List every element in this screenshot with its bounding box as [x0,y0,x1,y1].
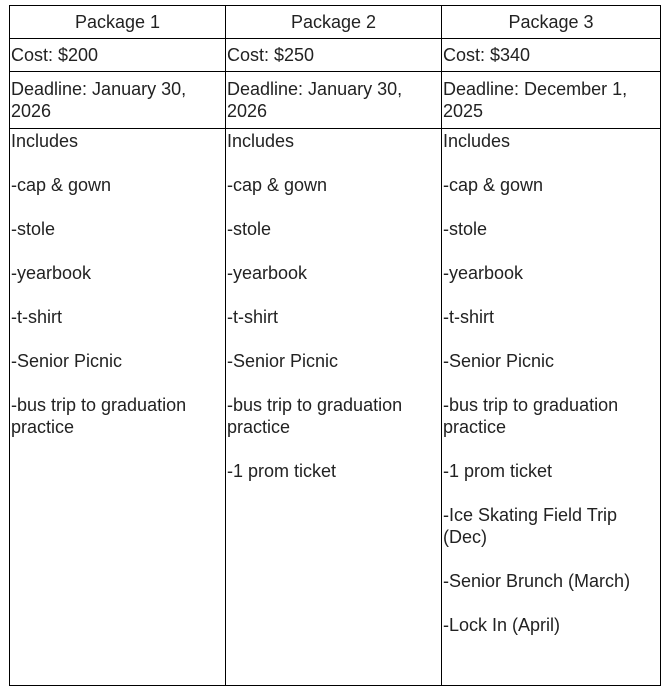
list-item: -cap & gown [227,175,328,195]
package-3-header: Package 3 [442,6,661,39]
list-item: -Senior Picnic [443,351,555,371]
list-item: -t-shirt [443,307,494,327]
package-3-deadline: Deadline: December 1, 2025 [442,72,661,129]
header-row [10,6,661,39]
packages-table [9,5,661,686]
list-item: -cap & gown [11,175,112,195]
package-1-includes [10,129,226,686]
list-item: -1 prom ticket [443,461,553,481]
list-item: -yearbook [227,263,308,283]
list-item: -yearbook [443,263,524,283]
list-item: -Senior Picnic [11,351,123,371]
list-item: -1 prom ticket [227,461,337,481]
package-2-header: Package 2 [226,6,442,39]
package-2-deadline: Deadline: January 30, 2026 [226,72,442,129]
package-2-cost: Cost: $250 [226,39,442,72]
includes-heading: Includes [443,131,511,151]
list-item: -yearbook [11,263,92,283]
deadline-row [10,72,661,129]
package-3-includes [442,129,661,686]
cost-row [10,39,661,72]
list-item: -Senior Brunch (March) [443,571,631,591]
package-1-cost: Cost: $200 [10,39,226,72]
package-2-includes [226,129,442,686]
list-item: -stole [11,219,56,239]
list-item: -t-shirt [227,307,278,327]
includes-heading: Includes [227,131,295,151]
includes-row [10,129,661,686]
list-item: -stole [227,219,272,239]
list-item: -cap & gown [443,175,544,195]
package-1-deadline: Deadline: January 30, 2026 [10,72,226,129]
package-1-header: Package 1 [10,6,226,39]
includes-heading: Includes [11,131,79,151]
list-item: -bus trip to graduation practice [227,395,403,437]
list-item: -Lock In (April) [443,615,561,635]
list-item: -t-shirt [11,307,62,327]
package-3-cost: Cost: $340 [442,39,661,72]
list-item: -bus trip to graduation practice [11,395,187,437]
list-item: -bus trip to graduation practice [443,395,619,437]
list-item: -Ice Skating Field Trip (Dec) [443,505,618,547]
list-item: -Senior Picnic [227,351,339,371]
list-item: -stole [443,219,488,239]
